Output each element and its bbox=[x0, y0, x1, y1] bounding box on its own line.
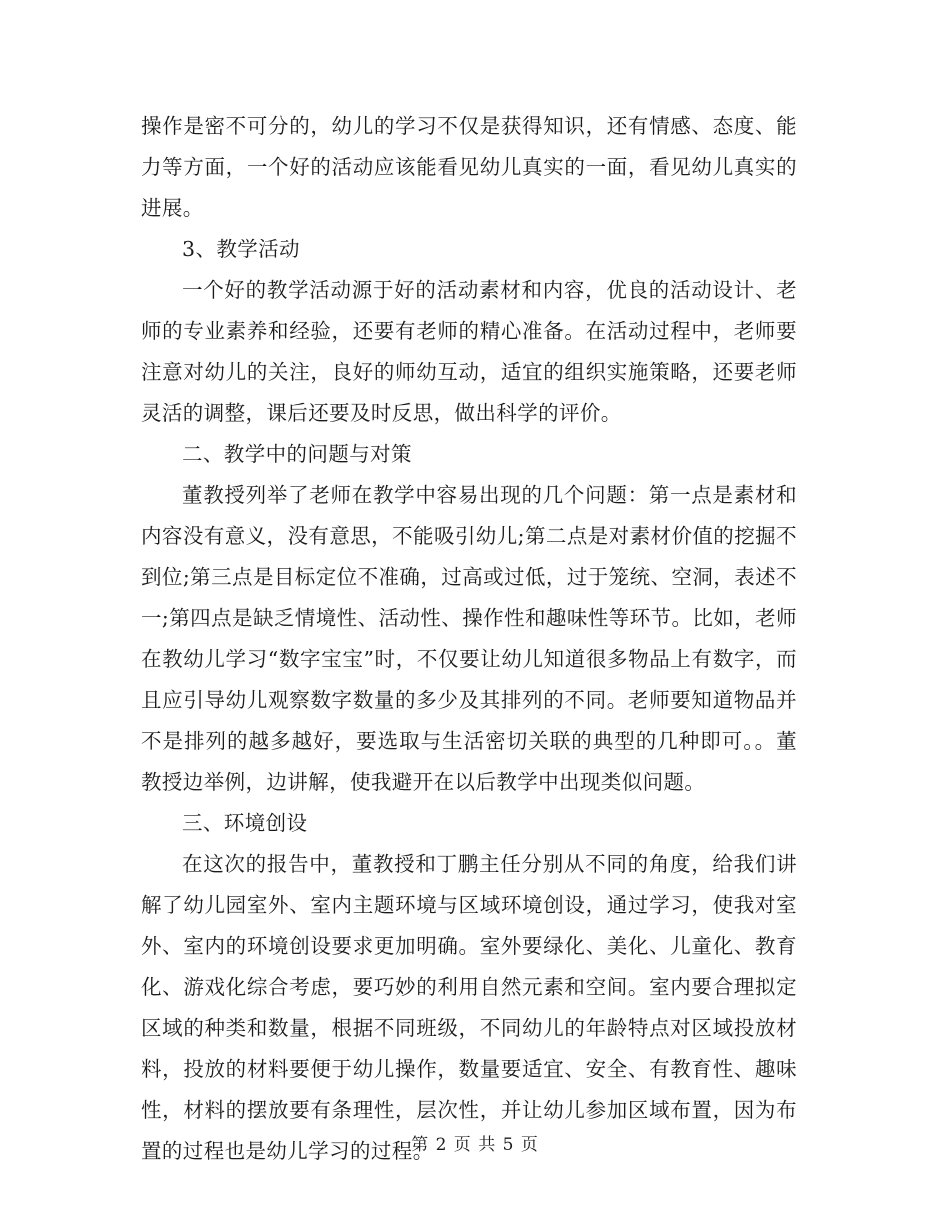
paragraph-environment: 在这次的报告中，董教授和丁鹏主任分别从不同的角度，给我们讲解了幼儿园室外、室内主题环境与区域环境创设，通过学习，使我对室外、室内的环境创设要求更加明确。室外要绿化、美化、儿童化、教育化、游戏化综合考虑，要巧妙的利用自然元素和空间。室内要合理拟定区域的种类和数量，根据不同班级，不同幼儿的年龄特点对区域投放材料，投放的材料要便于幼儿操作，数量要适宜、安全、有教育性、趣味性，材料的摆放要有条理性，层次性，并让幼儿参加区域布置，因为布置的过程也是幼儿学习的过程。 bbox=[141, 852, 797, 1163]
section-heading-problems-and-solutions: 二、教学中的问题与对策 bbox=[182, 442, 412, 466]
section-heading-environment: 三、环境创设 bbox=[182, 811, 308, 835]
paragraph-teaching-activity: 一个好的教学活动源于好的活动素材和内容，优良的活动设计、老师的专业素养和经验，还要有老师的精心准备。在活动过程中，老师要注意对幼儿的关注，良好的师幼互动，适宜的组织实施策略，还要老师灵活的调整，课后还要及时反思，做出科学的评价。 bbox=[141, 278, 797, 425]
page-number-footer: 第 2 页 共 5 页 bbox=[411, 1135, 539, 1155]
paragraph-problems-and-solutions: 董教授列举了老师在教学中容易出现的几个问题：第一点是素材和内容没有意义，没有意思，不能吸引幼儿;第二点是对素材价值的挖掘不到位;第三点是目标定位不准确，过高或过低，过于笼统、空洞，表述不一;第四点是缺乏情境性、活动性、操作性和趣味性等环节。比如，老师在教幼儿学习“数字宝宝”时，不仅要让幼儿知道很多物品上有数字，而且应引导幼儿观察数字数量的多少及其排列的不同。老师要知道物品并不是排列的越多越好，要选取与生活密切关联的典型的几种即可。。董教授边举例，边讲解，使我避开在以后教学中出现类似问题。 bbox=[141, 483, 797, 794]
paragraph-continuation: 操作是密不可分的，幼儿的学习不仅是获得知识，还有情感、态度、能力等方面，一个好的活动应该能看见幼儿真实的一面，看见幼儿真实的进展。 bbox=[141, 114, 797, 220]
document-body bbox=[141, 106, 797, 1172]
section-heading-teaching-activity: 3、教学活动 bbox=[182, 237, 300, 261]
